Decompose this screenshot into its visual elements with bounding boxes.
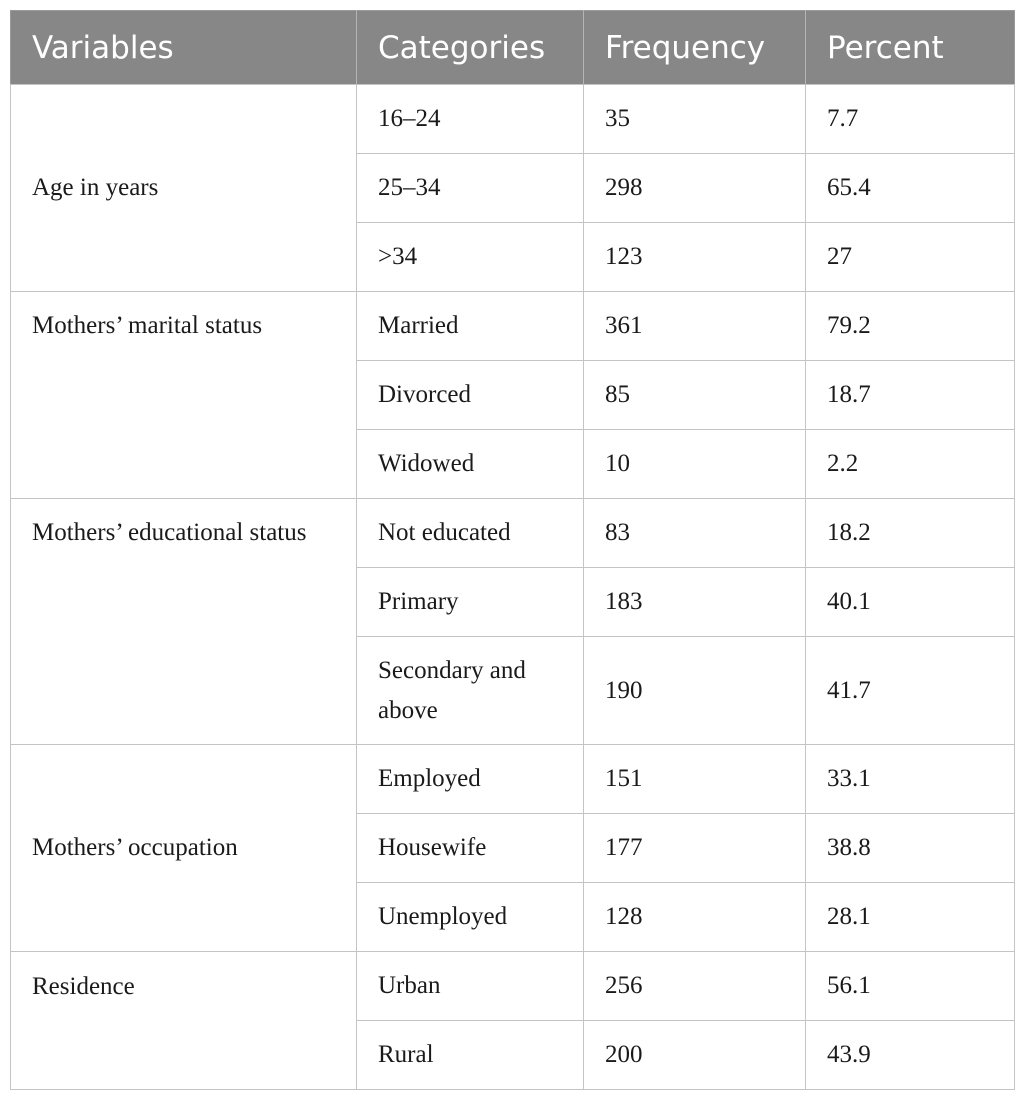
header-percent: Percent — [806, 11, 1015, 85]
table-header — [11, 11, 1015, 85]
percent-cell: 65.4 — [806, 154, 1015, 223]
table-row — [11, 292, 1015, 361]
percent-cell: 43.9 — [806, 1021, 1015, 1090]
frequency-cell: 10 — [584, 430, 806, 499]
header-categories: Categories — [357, 11, 584, 85]
table-row — [11, 499, 1015, 568]
frequency-cell: 128 — [584, 883, 806, 952]
category-cell: 25–34 — [357, 154, 584, 223]
frequency-cell: 123 — [584, 223, 806, 292]
table-row — [11, 745, 1015, 814]
category-cell: Employed — [357, 745, 584, 814]
variable-cell: Mothers’ marital status — [11, 292, 357, 499]
percent-cell: 7.7 — [806, 85, 1015, 154]
percent-cell: 27 — [806, 223, 1015, 292]
frequency-cell: 190 — [584, 637, 806, 745]
header-frequency: Frequency — [584, 11, 806, 85]
frequency-cell: 151 — [584, 745, 806, 814]
variable-cell: Mothers’ occupation — [11, 745, 357, 952]
variable-cell: Mothers’ educational status — [11, 499, 357, 745]
category-cell: Primary — [357, 568, 584, 637]
table-body — [11, 85, 1015, 1090]
percent-cell: 79.2 — [806, 292, 1015, 361]
percent-cell: 56.1 — [806, 952, 1015, 1021]
frequency-cell: 35 — [584, 85, 806, 154]
percent-cell: 28.1 — [806, 883, 1015, 952]
header-row — [11, 11, 1015, 85]
percent-cell: 33.1 — [806, 745, 1015, 814]
category-cell: Married — [357, 292, 584, 361]
category-cell: 16–24 — [357, 85, 584, 154]
category-cell: Urban — [357, 952, 584, 1021]
category-cell: Not educated — [357, 499, 584, 568]
percent-cell: 40.1 — [806, 568, 1015, 637]
frequency-cell: 256 — [584, 952, 806, 1021]
category-cell: Divorced — [357, 361, 584, 430]
table-row — [11, 85, 1015, 154]
category-cell: Unemployed — [357, 883, 584, 952]
data-table — [10, 10, 1015, 1090]
percent-cell: 2.2 — [806, 430, 1015, 499]
percent-cell: 38.8 — [806, 814, 1015, 883]
percent-cell: 18.7 — [806, 361, 1015, 430]
frequency-cell: 361 — [584, 292, 806, 361]
header-variables: Variables — [11, 11, 357, 85]
frequency-cell: 177 — [584, 814, 806, 883]
frequency-cell: 298 — [584, 154, 806, 223]
frequency-cell: 83 — [584, 499, 806, 568]
category-cell: >34 — [357, 223, 584, 292]
frequency-cell: 85 — [584, 361, 806, 430]
percent-cell: 41.7 — [806, 637, 1015, 745]
variable-cell: Age in years — [11, 85, 357, 292]
category-cell: Secondary and above — [357, 637, 584, 745]
variable-cell: Residence — [11, 952, 357, 1090]
category-cell: Housewife — [357, 814, 584, 883]
table-row — [11, 952, 1015, 1021]
frequency-cell: 200 — [584, 1021, 806, 1090]
percent-cell: 18.2 — [806, 499, 1015, 568]
frequency-cell: 183 — [584, 568, 806, 637]
category-cell: Widowed — [357, 430, 584, 499]
category-cell: Rural — [357, 1021, 584, 1090]
